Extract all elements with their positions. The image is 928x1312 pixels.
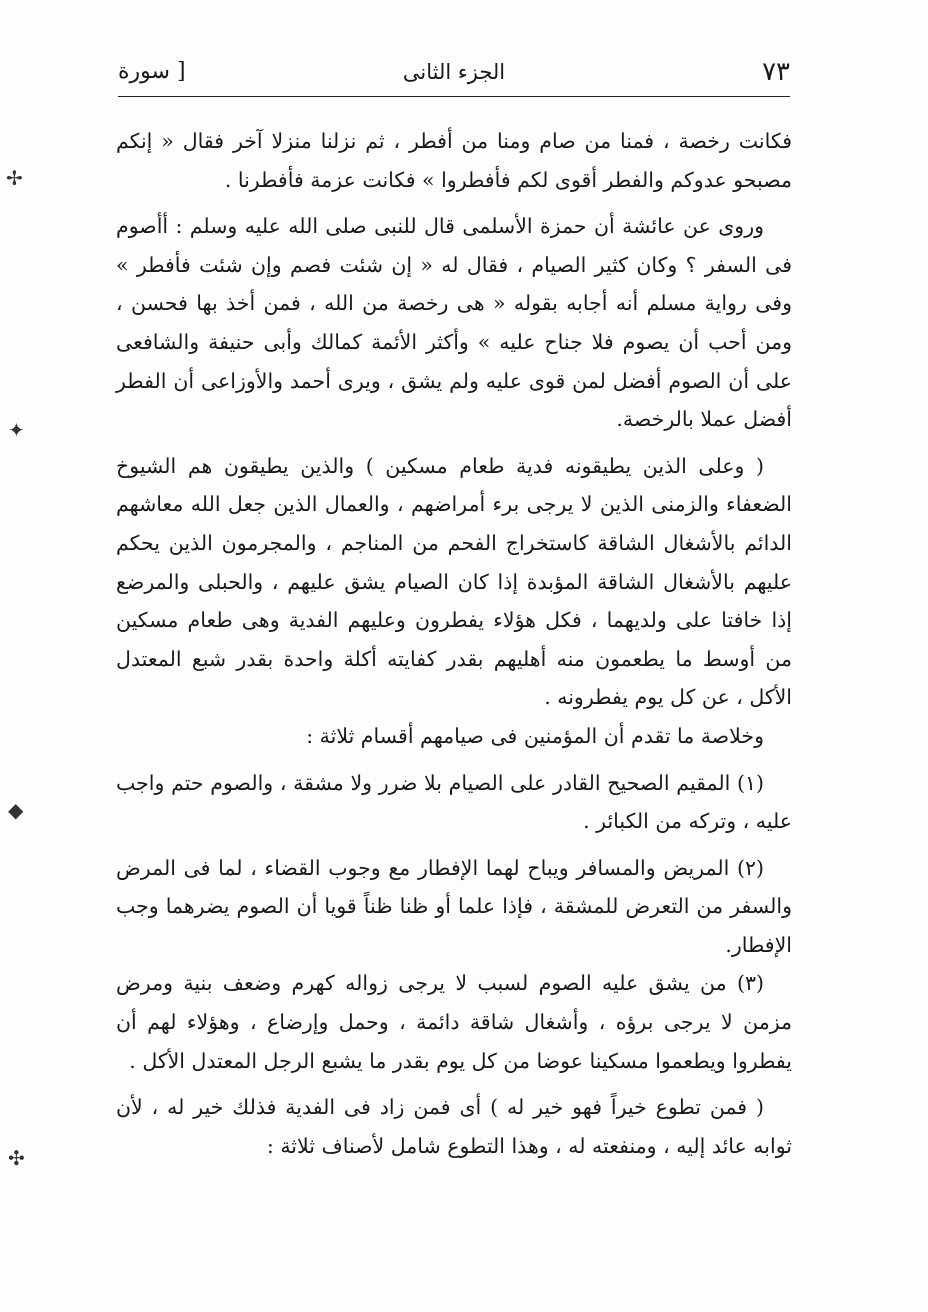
page-number: ٧٣ (762, 57, 790, 87)
part-title: الجزء الثانى (402, 60, 506, 84)
paragraph-5: (١) المقيم الصحيح القادر على الصيام بلا ضرر ولا مشقة ، والصوم حتم واجب عليه ، وتركه من الكبائر . (116, 770, 792, 834)
header-rule (118, 96, 790, 97)
paragraph-7: (٣) من يشق عليه الصوم لسبب لا يرجى زواله كهرم وضعف بنية ومرض مزمن لا يرجى برؤه ، وأشغال شاقة دائمة ، وحمل وإرضاع ، وهؤلاء لهم أن يفطروا ويطعموا مسكينا عوضا من كل يوم بقدر ما يشبع الرجل المعتدل الأكل . (116, 971, 792, 1073)
body-text (116, 122, 792, 1165)
paragraph-4: وخلاصة ما تقدم أن المؤمنين فى صيامهم أقسام ثلاثة : (306, 723, 764, 748)
surah-label: [ سورة (118, 59, 186, 84)
scan-speck-mark: ✢ (6, 166, 23, 190)
paragraph-1: فكانت رخصة ، فمنا من صام ومنا من أفطر ، ثم نزلنا منزلا آخر فقال « إنكم مصبحو عدوكم والفطر أقوى لكم فأفطروا » فكانت عزمة فأفطرنا . (116, 129, 792, 192)
scan-speck-mark: ◆ (8, 798, 24, 822)
paragraph-3: ( وعلى الذين يطيقونه فدية طعام مسكين ) والذين يطيقون هم الشيوخ الضعفاء والزمنى الذين لا يرجى برء أمراضهم ، والعمال الذين جعل الله معاشهم الدائم بالأشغال الشاقة كاستخراج الفحم من المناجم ، والمجرمون الذين يحكم عليهم بالأشغال الشاقة المؤبدة إذا كان الصيام يشق عليهم ، والحبلى والمرضع إذا خافتا على ولديهما ، فكل هؤلاء يفطرون وعليهم الفدية وهى طعام مسكين من أوسط ما يطعمون منه أهليهم بقدر كفايته أكلة واحدة بقدر شبع المعتدل الأكل ، عن كل يوم يفطرونه . (116, 453, 792, 710)
paragraph-2: وروى عن عائشة أن حمزة الأسلمى قال للنبى صلى الله عليه وسلم : أأصوم فى السفر ؟ وكان كثير الصيام ، فقال له « إن شئت فصم وإن شئت فأفطر » وفى رواية مسلم أنه أجابه بقوله « هى رخصة من الله ، فمن أخذ بها فحسن ، ومن أحب أن يصوم فلا جناح عليه » وأكثر الأئمة كمالك وأبى حنيفة والشافعى على أن الصوم أفضل لمن قوى عليه ولم يشق ، ويرى أحمد والأوزاعى أن الفطر أفضل عملا بالرخصة. (116, 214, 792, 432)
scan-speck-mark: ✦ (8, 418, 25, 442)
paragraph-8: ( فمن تطوع خيراً فهو خير له ) أى فمن زاد فى الفدية فذلك خير له ، لأن ثوابه عائد إليه ، ومنفعته له ، وهذا التطوع شامل لأصناف ثلاثة : (116, 1095, 792, 1158)
paragraph-6: (٢) المريض والمسافر ويباح لهما الإفطار مع وجوب القضاء ، لما فى المرض والسفر من التعرض للمشقة ، فإذا علما أو ظنا ظناً قويا أن الصوم يضرهما وجب الإفطار. (116, 855, 792, 957)
scan-speck-mark: ✣ (8, 1146, 25, 1170)
page-header (118, 52, 790, 92)
